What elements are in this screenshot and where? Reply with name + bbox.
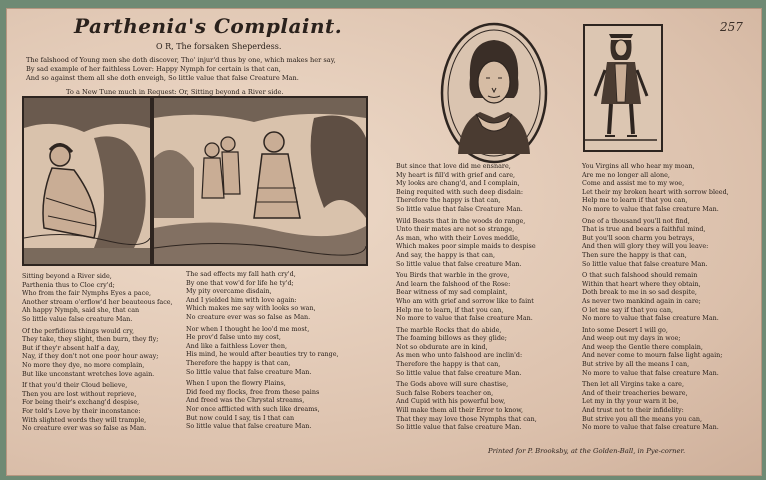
verse-line: When I upon the flowry Plains, [186, 379, 286, 388]
verse-line: Which makes poor simple maids to despise [396, 242, 536, 251]
broadside-sheet [6, 8, 762, 476]
verse-line: Within that heart where they obtain, [582, 279, 701, 288]
verse-line: He prov'd false unto my cost, [186, 333, 281, 342]
ballad-subtitle: O R, The forsaken Sheperdess. [156, 42, 282, 51]
verse-line: Parthenia thus to Cloe cry'd; [22, 280, 115, 289]
verse-column-3 [396, 162, 537, 432]
woodcut-standing-gentleman [583, 24, 663, 152]
verse-line: Then you are lost without reprieve, [22, 389, 137, 398]
woodcut-pastoral-scene [152, 96, 368, 266]
verse-line: No more to value that false creature Man. [396, 314, 533, 323]
verse-line: And never come to mourn false light again; [582, 351, 723, 360]
verse-line: But since that love did me ensnare, [396, 162, 511, 170]
verse-line: And of their treacheries beware, [582, 388, 688, 397]
verse-line: But you'll soon charm you betrays, [582, 233, 695, 242]
verse-line: But like unconstant wretches love again. [22, 369, 155, 378]
verse-line: Therefore the happy is that can, [396, 196, 501, 205]
verse-line: They take, they slight, then burn, they fly; [22, 335, 159, 344]
verse-line: Doth break to me in so sad despite, [582, 288, 697, 297]
verse-line: If that you'd their Cloud believe, [22, 381, 128, 390]
verse-line: No more they dye, no more complain, [22, 360, 145, 369]
verse-line: Bear witness of my sad complaint, [396, 288, 508, 297]
verse-line: My looks are chang'd, and I complain, [396, 179, 520, 188]
verse-line: So little value that false creature Man. [582, 259, 708, 268]
verse-line: The sad effects my fall hath cry'd, [186, 270, 296, 278]
verse-line: Nay, if they don't not one poor hour away; [22, 352, 159, 361]
verse-column-1 [22, 272, 173, 433]
intro-line: The falshood of Young men she doth discover, Tho' injur'd thus by one, which makes her say, [26, 56, 336, 64]
verse-line: That is true and bears a faithful mind, [582, 225, 706, 234]
verse-line: Let my in thy your warn it be, [582, 397, 679, 406]
verse-line: No creature ever was so false as Man. [186, 312, 311, 321]
verse-line: Of the perfidious things would cry, [22, 326, 135, 335]
verse-line: The marble Rocks that do abide, [396, 325, 502, 334]
verse-line: Are me no longer all alone, [582, 170, 670, 179]
verse-column-2 [186, 270, 339, 431]
verse-line: Into some Desert I will go, [582, 325, 668, 334]
verse-line: So little value that false creature Man. [396, 368, 522, 377]
verse-line: Then sure the happy is that can, [582, 250, 687, 259]
verse-line: My heart is fill'd with grief and care, [396, 170, 516, 179]
verse-line: But now could I say, tis I that can [186, 413, 295, 422]
verse-line: Therefore the happy is that can, [396, 360, 501, 369]
verse-line: But if they'r absent half a day, [22, 343, 120, 352]
verse-line: With slighted words they will trample, [22, 415, 147, 424]
verse-line: As man, who with their Loves meddle, [396, 233, 520, 242]
verse-line: And say, the happy is that can, [396, 250, 495, 259]
verse-line: Who am with grief and sorrow like to faint [396, 296, 534, 305]
verse-line: O that such falshood should remain [582, 271, 698, 280]
verse-line: So little value that false Creature Man. [396, 204, 523, 213]
verse-line: But strive you all the means you can, [582, 414, 703, 423]
verse-line: Help me to learn, if that you can, [396, 305, 504, 314]
verse-line: So little value that false creature Man. [396, 423, 522, 432]
verse-line: His mind, he would after beauties try to range, [186, 350, 339, 359]
verse-line: Wild Beasts that in the woods do range, [396, 216, 526, 225]
verse-line: Did feed my flocks, free from these pains [186, 387, 320, 396]
verse-line: No more to value that false creature Man. [582, 204, 719, 213]
verse-line: And learn the falshood of the Rose: [396, 279, 511, 288]
verse-line: Unto their mates are not so strange, [396, 225, 515, 234]
verse-line: But strive by all the means I can, [582, 360, 690, 369]
woodcut-oval-portrait [440, 22, 548, 164]
verse-line: So little value that false creature Man. [396, 259, 522, 268]
verse-line: Which makes me say with looks so wan, [186, 304, 316, 313]
verse-column-4 [582, 162, 729, 432]
verse-line: By one that vow'd for life he ty'd; [186, 278, 294, 287]
verse-line: And trust not to their infidelity: [582, 406, 684, 415]
verse-line: That they may love those Nymphs that can, [396, 414, 537, 423]
verse-line: And weep out my days in woe; [582, 334, 681, 343]
printer-imprint: Printed for P. Brooksby, at the Golden-Ball, in Pye-corner. [488, 447, 686, 455]
verse-line: So little value that false creature Man. [186, 422, 312, 431]
verse-line: You Virgins all who hear my moan, [582, 162, 695, 170]
intro-line: And so against them all she doth enveigh, So little value that false Creature Man. [26, 74, 299, 82]
verse-line: For being their's exchang'd despise, [22, 398, 140, 407]
ballad-title: Parthenia's Complaint. [74, 14, 343, 38]
intro-line: By sad example of her faithless Lover: Happy Nymph for certain is that can, [26, 65, 281, 73]
verse-line: Ah happy Nymph, said she, that can [22, 306, 140, 315]
verse-line: Let their my broken heart with sorrow bleed, [582, 187, 729, 196]
verse-line: Not so obdurate are in kind, [396, 342, 488, 351]
verse-line: Will make them all their Error to know, [396, 406, 523, 415]
verse-line: As never two mankind again in care; [582, 296, 701, 305]
verse-line: As men who unto falshood are inclin'd: [396, 351, 523, 360]
verse-line: Come and assist me to my woe, [582, 179, 685, 188]
verse-line: No more to value that false creature Man. [582, 423, 719, 432]
verse-line: O let me say if that you can, [582, 305, 673, 314]
verse-line: Then let all Virgins take a care, [582, 380, 684, 389]
verse-line: And Cupid with his powerful bow, [396, 397, 506, 406]
verse-line: Help me to learn if that you can, [582, 196, 688, 205]
intro-lines [26, 56, 336, 83]
woodcut-seated-woman-art [24, 98, 150, 264]
verse-line: Nor once afflicted with such like dreams, [186, 404, 320, 413]
woodcut-oval-portrait-art [440, 22, 548, 164]
verse-line: So little value false creature Man. [22, 314, 133, 323]
verse-line: You Birds that warble in the grove, [396, 271, 510, 280]
verse-line: Who from the fair Nymphs Eyes a pace, [22, 289, 152, 298]
verse-line: So little value that false creature Man. [186, 367, 312, 376]
verse-line: And I yielded him with love again: [186, 295, 297, 304]
verse-line: My pity overcame disdain, [186, 287, 272, 296]
tune-line: To a New Tune much in Request: Or, Sitting beyond a River side. [66, 88, 284, 96]
verse-line: And then will glory they will you leave: [582, 242, 709, 251]
verse-line: No more to value that false creature Man. [582, 368, 719, 377]
verse-line: And like a faithless Lover then, [186, 341, 287, 350]
verse-line: For told's Love by their inconstance: [22, 406, 141, 415]
verse-line: The foaming billows as they glide; [396, 334, 507, 343]
verse-line: No more to value that false creature Man. [582, 314, 719, 323]
woodcut-pastoral-scene-art [154, 98, 366, 264]
verse-line: Such false Robers teacher on, [396, 388, 494, 397]
woodcut-standing-gentleman-art [585, 26, 657, 146]
verse-line: Another stream o'erflow'd her beauteous face, [22, 297, 173, 306]
verse-line: Therefore the happy is that can, [186, 358, 291, 367]
verse-line: No creature ever was so false as Man. [22, 424, 147, 433]
verse-line: One of a thousand you'll not find, [582, 216, 690, 225]
verse-line: Sitting beyond a River side, [22, 272, 112, 280]
page-number: 257 [720, 20, 743, 34]
verse-line: And weep the Gentle there complain, [582, 342, 703, 351]
verse-line: The Gods above will sure chastise, [396, 380, 509, 389]
verse-line: Nor when I thought he loo'd me most, [186, 324, 310, 333]
woodcut-seated-woman [22, 96, 152, 266]
verse-line: Being requited with such deep disdain: [396, 187, 524, 196]
verse-line: And freed was the Chrystal streams, [186, 396, 305, 405]
